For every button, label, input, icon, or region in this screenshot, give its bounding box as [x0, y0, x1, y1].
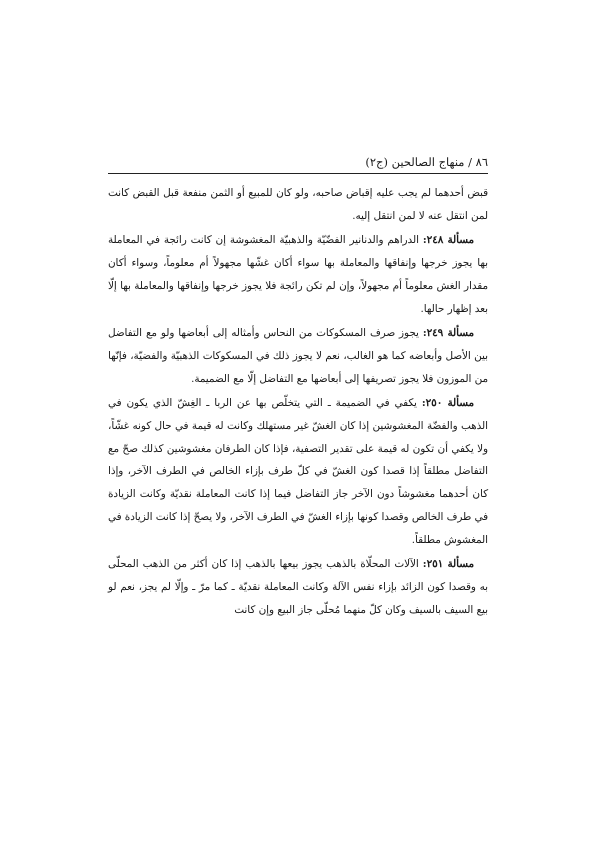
issue-heading: مسألة ٢٤٩:	[422, 327, 474, 340]
paragraph-text: الآلات المحلّاة بالذهب يجوز بيعها بالذهب إذا كان أكثر من الذهب المحلّى به وقصدا كون الزائد بإزاء نفس الآلة وكانت المعاملة نقديّة ـ كما مرّ ـ وإلّا لم يجز، نعم لو بيع السيف بالسيف وكان كلّ منهما مُحلّى جاز البيع وإن كانت	[108, 558, 488, 616]
issue-251	[108, 553, 488, 621]
paragraph-text: الدراهم والدنانير الفضّيّة والذهبيّة المغشوشة إن كانت رائجة في المعاملة بها يجوز خرجها وإنفاقها والمعاملة بها سواء أكان غشّها مجهولاً أم معلوماً، وسواء أكان مقدار الغش معلوماً أم مجهولاً، وإن لم تكن رائجة فلا يجوز خرجها وإنفاقها والمعاملة بها إلّا بعد إظهار حالها.	[108, 234, 488, 315]
header-rule	[108, 173, 488, 174]
paragraph-text: قبض أحدهما لم يجب عليه إقباض صاحبه، ولو كان للمبيع أو الثمن منفعة قبل القبض كانت لمن انتقل عنه لا لمن انتقل إليه.	[108, 187, 488, 222]
issue-248	[108, 229, 488, 320]
issue-249	[108, 322, 488, 390]
issue-heading: مسألة ٢٥٠:	[421, 397, 474, 410]
page-body	[108, 182, 488, 623]
issue-heading: مسألة ٢٤٨:	[422, 234, 474, 247]
paragraph-text: يكفي في الضميمة ـ التي يتخلّص بها عن الربا ـ الغِشّ الذي يكون في الذهب والفضّة المغشوشين إذا كان الغشّ غير مستهلك وكانت له قيمة في حال كونه غشّاً، ولا يكفي أن تكون له قيمة على تقدير التصفية، فإذا كان الطرفان مغشوشين كذلك صحّ مع التفاضل مطلقاً إذا قصدا كون الغشّ في كلّ طرف بإزاء الخالص في الطرف الآخر، وإذا كان أحدهما مغشوشاً دون الآخر جاز التفاضل فيما إذا كانت المعاملة نقديّة وكانت الزيادة في طرف الخالص وقصدا كونها بإزاء الغشّ في الطرف الآخر، ولا يصحّ إذا كانت الزيادة في المغشوش مطلقاً.	[108, 397, 488, 546]
running-header: ٨٦ / منهاج الصالحين (ج٢)	[365, 155, 488, 169]
paragraph-continuation	[108, 182, 488, 227]
issue-heading: مسألة ٢٥١:	[422, 558, 474, 571]
issue-250	[108, 392, 488, 551]
paragraph-text: يجوز صرف المسكوكات من النحاس وأمثاله إلى أبعاضها ولو مع التفاضل بين الأصل وأبعاضه كما هو الغالب، نعم لا يجوز ذلك في المسكوكات الذهبيّة والفضيّة، فإنّها من الموزون فلا يجوز تصريفها إلى أبعاضها مع التفاضل إلّا مع الضميمة.	[108, 327, 488, 385]
